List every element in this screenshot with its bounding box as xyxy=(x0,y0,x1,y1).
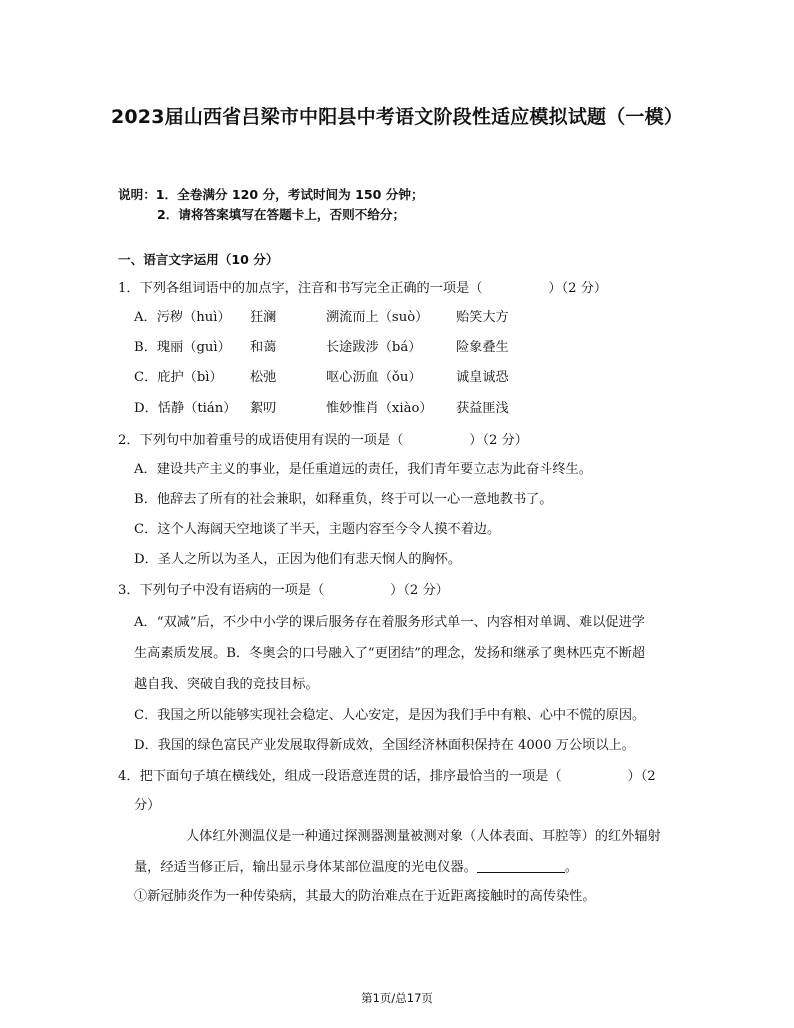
page-footer: 第1页/总17页 xyxy=(361,991,433,1005)
notes-item-1: 1．全卷满分 120 分，考试时间为 150 分钟； xyxy=(155,187,424,202)
q1-row-c-word2: 松弛 xyxy=(250,370,277,385)
q4-passage-text: 量，经适当修正后，输出显示身体某部位温度的光电仪器。 xyxy=(134,860,477,875)
q3-option-c: C．我国之所以能够实现社会稳定、人心安定，是因为我们手中有粮、心中不慌的原因。 xyxy=(134,708,646,723)
question-2-stem: 2．下列句中加着重号的成语使用有误的一项是（ ）（2 分） xyxy=(118,433,528,448)
q1-row-a-word2: 狂澜 xyxy=(250,310,277,325)
q1-row-d-word3: 惟妙惟肖（xiào） xyxy=(326,401,433,416)
notes-label: 说明： xyxy=(118,187,156,202)
q3-option-d: D．我国的绿色富民产业发展取得新成效，全国经济林面积保持在 4000 万公顷以上。 xyxy=(134,738,635,753)
q2-option-d: D．圣人之所以为圣人，正因为他们有悲天悯人的胸怀。 xyxy=(134,552,462,567)
page-title: 2023届山西省吕梁市中阳县中考语文阶段性适应模拟试题（一模） xyxy=(110,106,684,128)
notes-item-2: 2．请将答案填写在答题卡上，否则不给分； xyxy=(157,207,406,222)
q4-passage-line1: 人体红外测温仪是一种通过探测器测量被测对象（人体表面、耳腔等）的红外辐射 xyxy=(186,829,661,844)
q4-passage-line2 xyxy=(134,858,578,877)
q1-row-d-word2: 絮叨 xyxy=(250,401,277,416)
q3-option-a-line3: 越自我、突破自我的竞技目标。 xyxy=(134,677,319,692)
q1-row-c-word3: 呕心沥血（ǒu） xyxy=(326,370,422,385)
q1-row-d-word4: 获益匪浅 xyxy=(456,401,509,416)
section-heading: 一、语言文字运用（10 分） xyxy=(118,252,279,267)
q2-option-c: C．这个人海阔天空地谈了半天，主题内容至今令人摸不着边。 xyxy=(134,522,501,537)
answer-blank xyxy=(477,858,565,873)
q3-option-a-line2: 生高素质发展。B．冬奥会的口号融入了“更团结”的理念，发扬和继承了奥林匹克不断超 xyxy=(134,646,646,661)
q1-row-d-word1: D．恬静（tián） xyxy=(134,401,237,416)
question-3-stem: 3．下列句子中没有语病的一项是（ ）（2 分） xyxy=(118,583,449,598)
question-4-stem-line2: 分） xyxy=(134,798,161,813)
q1-row-c-word4: 诚皇诚恐 xyxy=(456,370,509,385)
q3-option-a-line1: A．“双减”后，不少中小学的课后服务存在着服务形式单一、内容相对单调、难以促进学 xyxy=(134,615,645,630)
q2-option-a: A．建设共产主义的事业，是任重道远的责任，我们青年要立志为此奋斗终生。 xyxy=(134,462,592,477)
q1-row-b-word3: 长途跋涉（bá） xyxy=(326,340,422,355)
question-1-stem: 1．下列各组词语中的加点字，注音和书写完全正确的一项是（ ）（2 分） xyxy=(118,281,608,296)
q2-option-b: B．他辞去了所有的社会兼职，如释重负，终于可以一心一意地教书了。 xyxy=(134,492,553,507)
q4-passage-period: 。 xyxy=(564,860,579,875)
question-4-stem-line1: 4．把下面句子填在横线处，组成一段语意连贯的话，排序最恰当的一项是（ ）（2 xyxy=(118,769,656,784)
q1-row-b-word1: B．瑰丽（guì） xyxy=(134,340,231,355)
q1-row-b-word4: 险象叠生 xyxy=(456,340,509,355)
q1-row-a-word3: 溯流而上（suò） xyxy=(326,310,429,325)
q1-row-b-word2: 和蔼 xyxy=(250,340,277,355)
q1-row-a-word4: 贻笑大方 xyxy=(456,310,509,325)
q4-item-1: ①新冠肺炎作为一种传染病，其最大的防治难点在于近距离接触时的高传染性。 xyxy=(134,889,596,904)
notes-line-1 xyxy=(118,186,424,204)
q1-row-c-word1: C．庇护（bì） xyxy=(134,370,223,385)
q1-row-a-word1: A．污秽（huì） xyxy=(134,310,231,325)
